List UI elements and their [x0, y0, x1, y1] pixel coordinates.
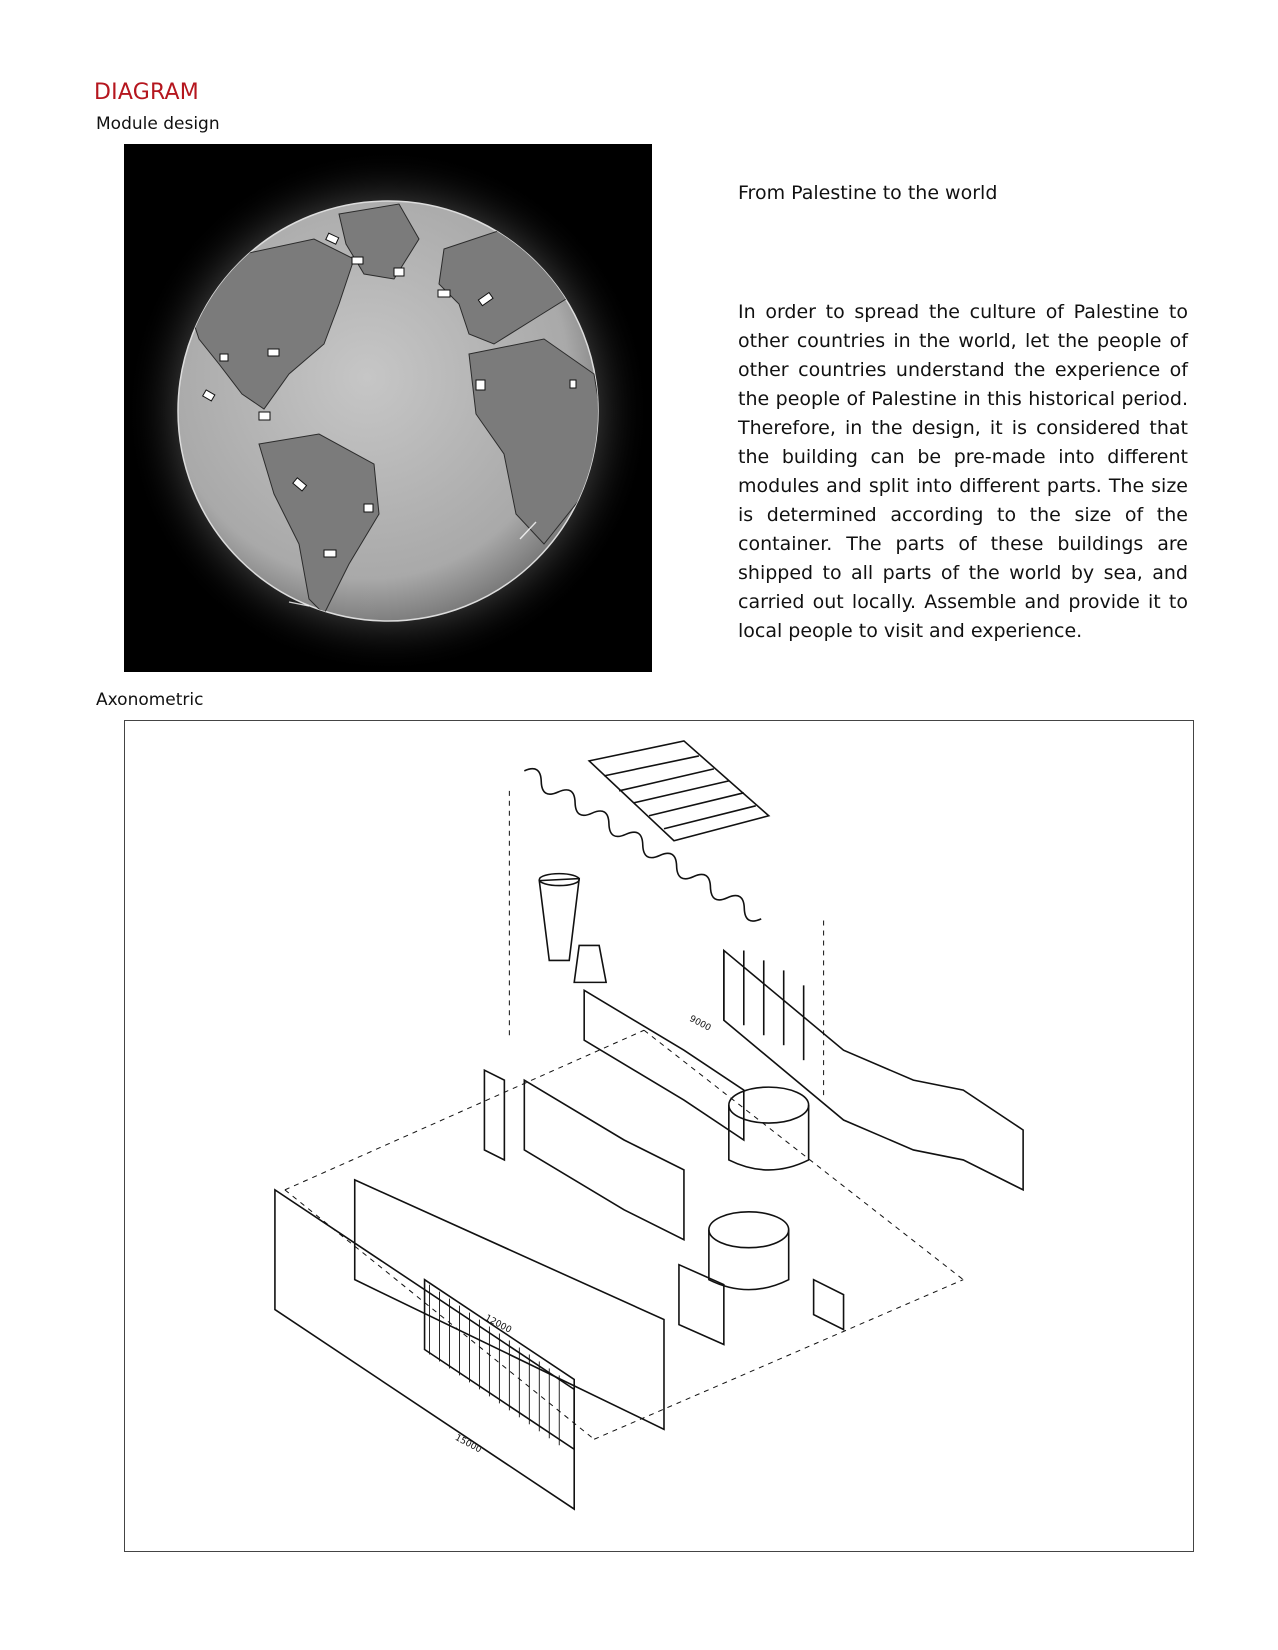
- axonometric-diagram: [124, 720, 1194, 1552]
- dim-label: 12000: [483, 1313, 513, 1336]
- intro-title: From Palestine to the world: [738, 182, 998, 204]
- globe-image: [124, 144, 652, 672]
- section-title: DIAGRAM: [94, 80, 199, 105]
- dim-label: 9000: [687, 1014, 713, 1034]
- module-design-label: Module design: [96, 114, 220, 134]
- intro-body: In order to spread the culture of Palestine to other countries in the world, let the people of other countries understand the experience of the people of Palestine in this historical period. Therefore, in the design, it is considered that the building can be pre-made into different modules and split into different parts. The size is determined according to the size of the container. The parts of these buildings are shipped to all parts of the world by sea, and carried out locally. Assemble and provide it to local people to visit and experience.: [738, 301, 1188, 642]
- axonometric-label: Axonometric: [96, 690, 204, 710]
- dim-label: 15000: [453, 1433, 483, 1456]
